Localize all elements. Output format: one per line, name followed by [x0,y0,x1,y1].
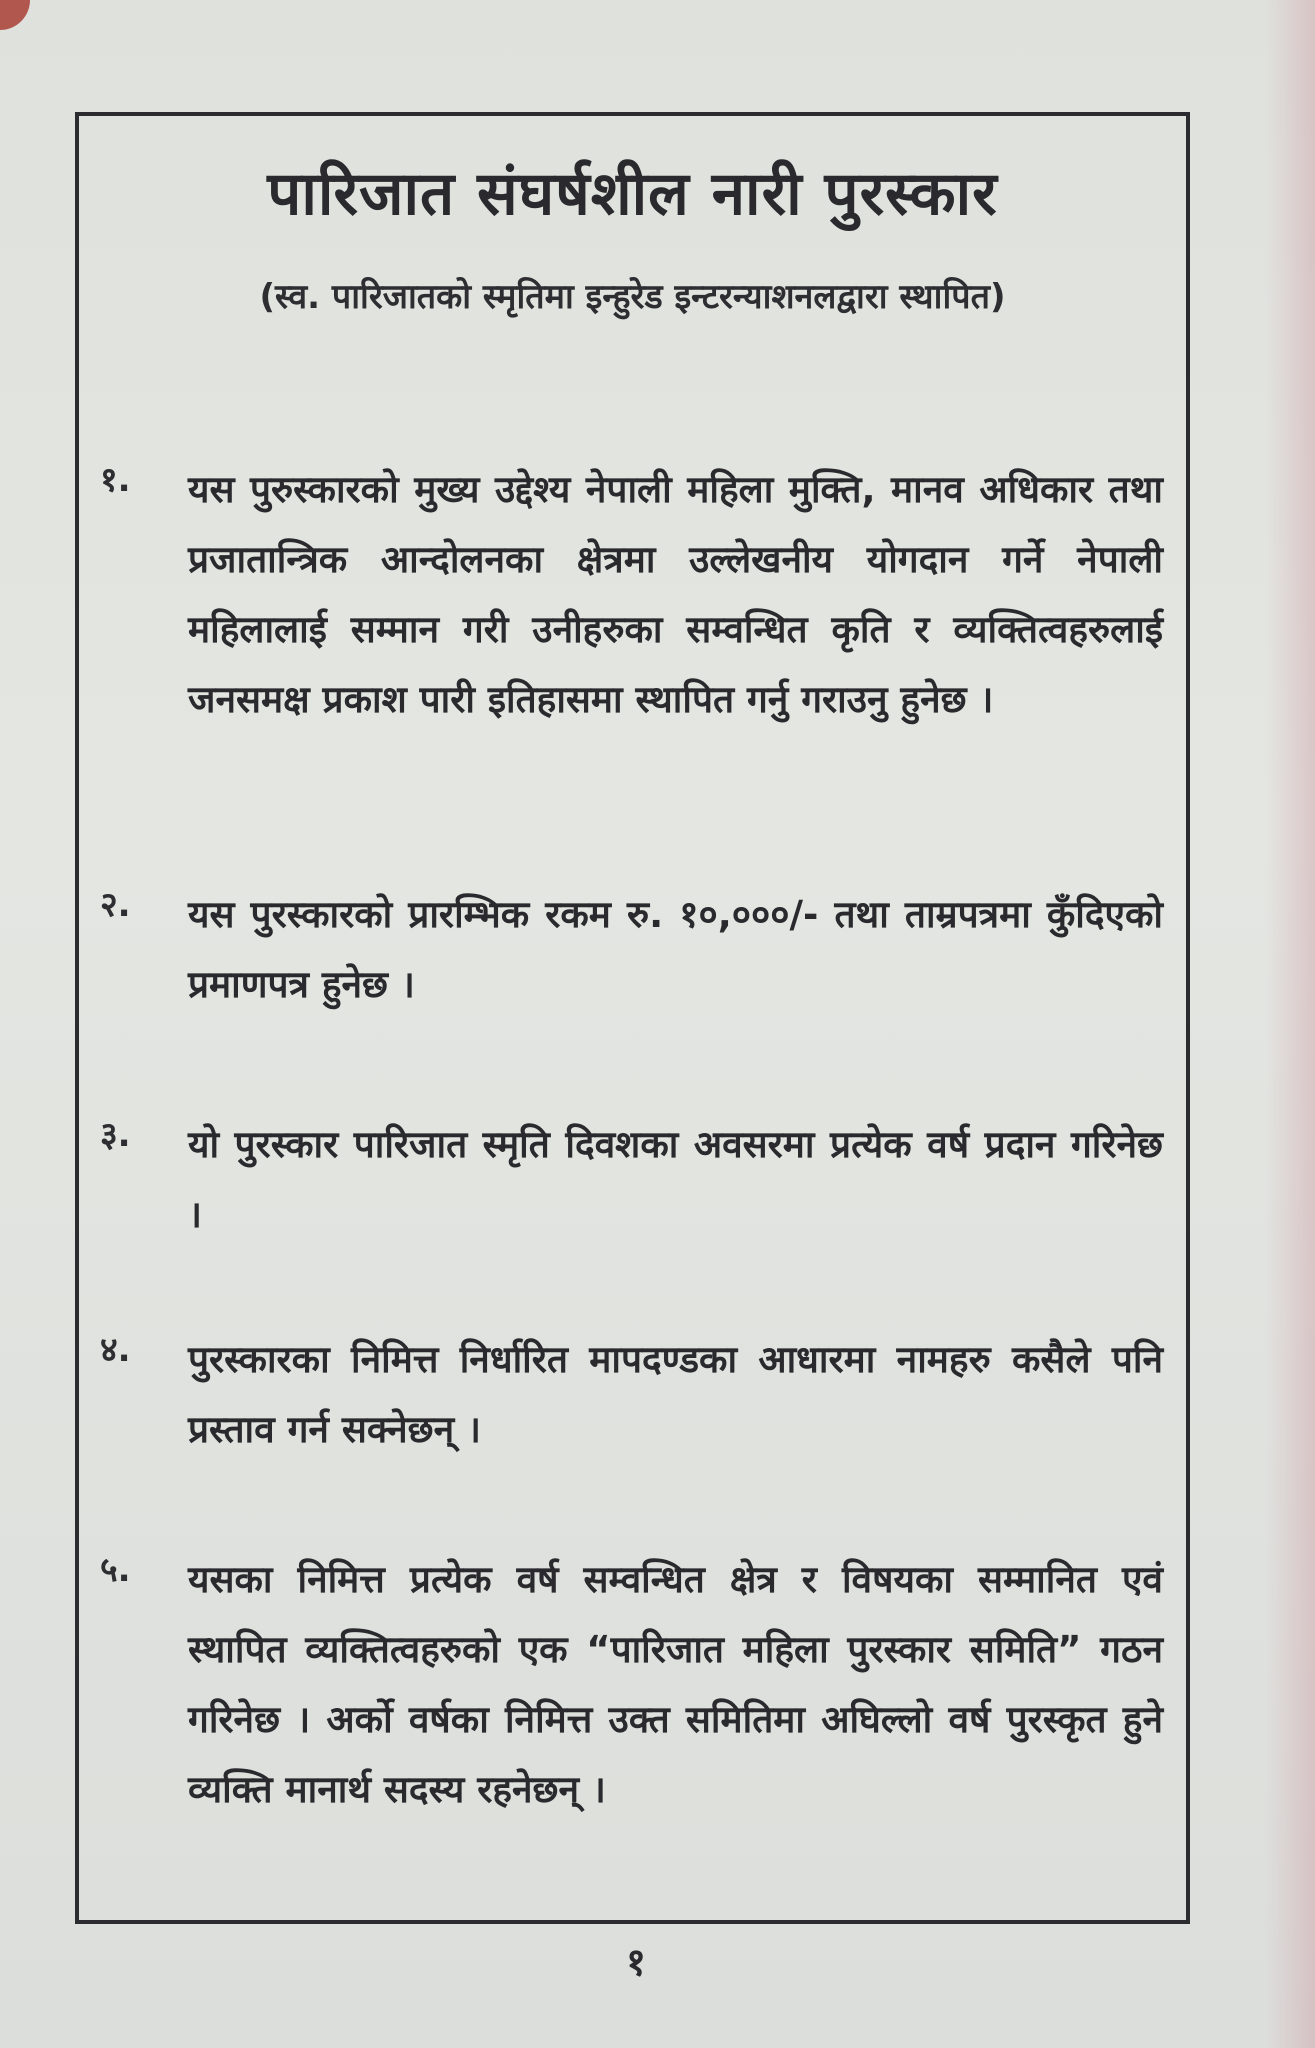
page-edge-shadow [1265,0,1315,2048]
list-item-text: यस पुरुस्कारको मुख्य उद्देश्य नेपाली महिला मुक्ति, मानव अधिकार तथा प्रजातान्त्रिक आन्दोलनका क्षेत्रमा उल्लेखनीय योगदान गर्ने नेपाली महिलालाई सम्मान गरी उनीहरुका सम्वन्धित कृति र व्यक्तित्वहरुलाई जनसमक्ष प्रकाश पारी इतिहासमा स्थापित गर्नु गराउनु हुनेछ । [188,468,1163,721]
background-cloth [0,0,30,30]
list-item-text: पुरस्कारका निमित्त निर्धारित मापदण्डका आधारमा नामहरु कसैले पनि प्रस्ताव गर्न सक्नेछन् । [188,1338,1163,1451]
page-title: पारिजात संघर्षशील नारी पुरस्कार [267,159,998,229]
page-subtitle: (स्व. पारिजातको स्मृतिमा इन्हुरेड इन्टरन्याशनलद्वारा स्थापित) [259,277,1006,317]
list-item-number: ३. [100,1115,131,1155]
list-item-text: यसका निमित्त प्रत्येक वर्ष सम्वन्धित क्षेत्र र विषयका सम्मानित एवं स्थापित व्यक्तित्वहरुको एक “पारिजात महिला पुरस्कार समिति” गठन गरिनेछ । अर्को वर्षका निमित्त उक्त समितिमा अघिल्लो वर्ष पुरस्कृत हुने व्यक्ति मानार्थ सदस्य रहनेछन् । [188,1558,1163,1811]
list-item-text: यस पुरस्कारको प्रारम्भिक रकम रु. १०,०००/- तथा ताम्रपत्रमा कुँदिएको प्रमाणपत्र हुनेछ । [188,893,1163,1006]
list-item-number: ५. [100,1550,131,1590]
list-item-number: २. [100,885,131,925]
list-item-number: ४. [100,1330,131,1370]
page-number: १ [626,1940,646,1984]
list-item-number: १. [100,460,131,500]
list-item-text: यो पुरस्कार पारिजात स्मृति दिवशका अवसरमा प्रत्येक वर्ष प्रदान गरिनेछ । [188,1123,1163,1236]
